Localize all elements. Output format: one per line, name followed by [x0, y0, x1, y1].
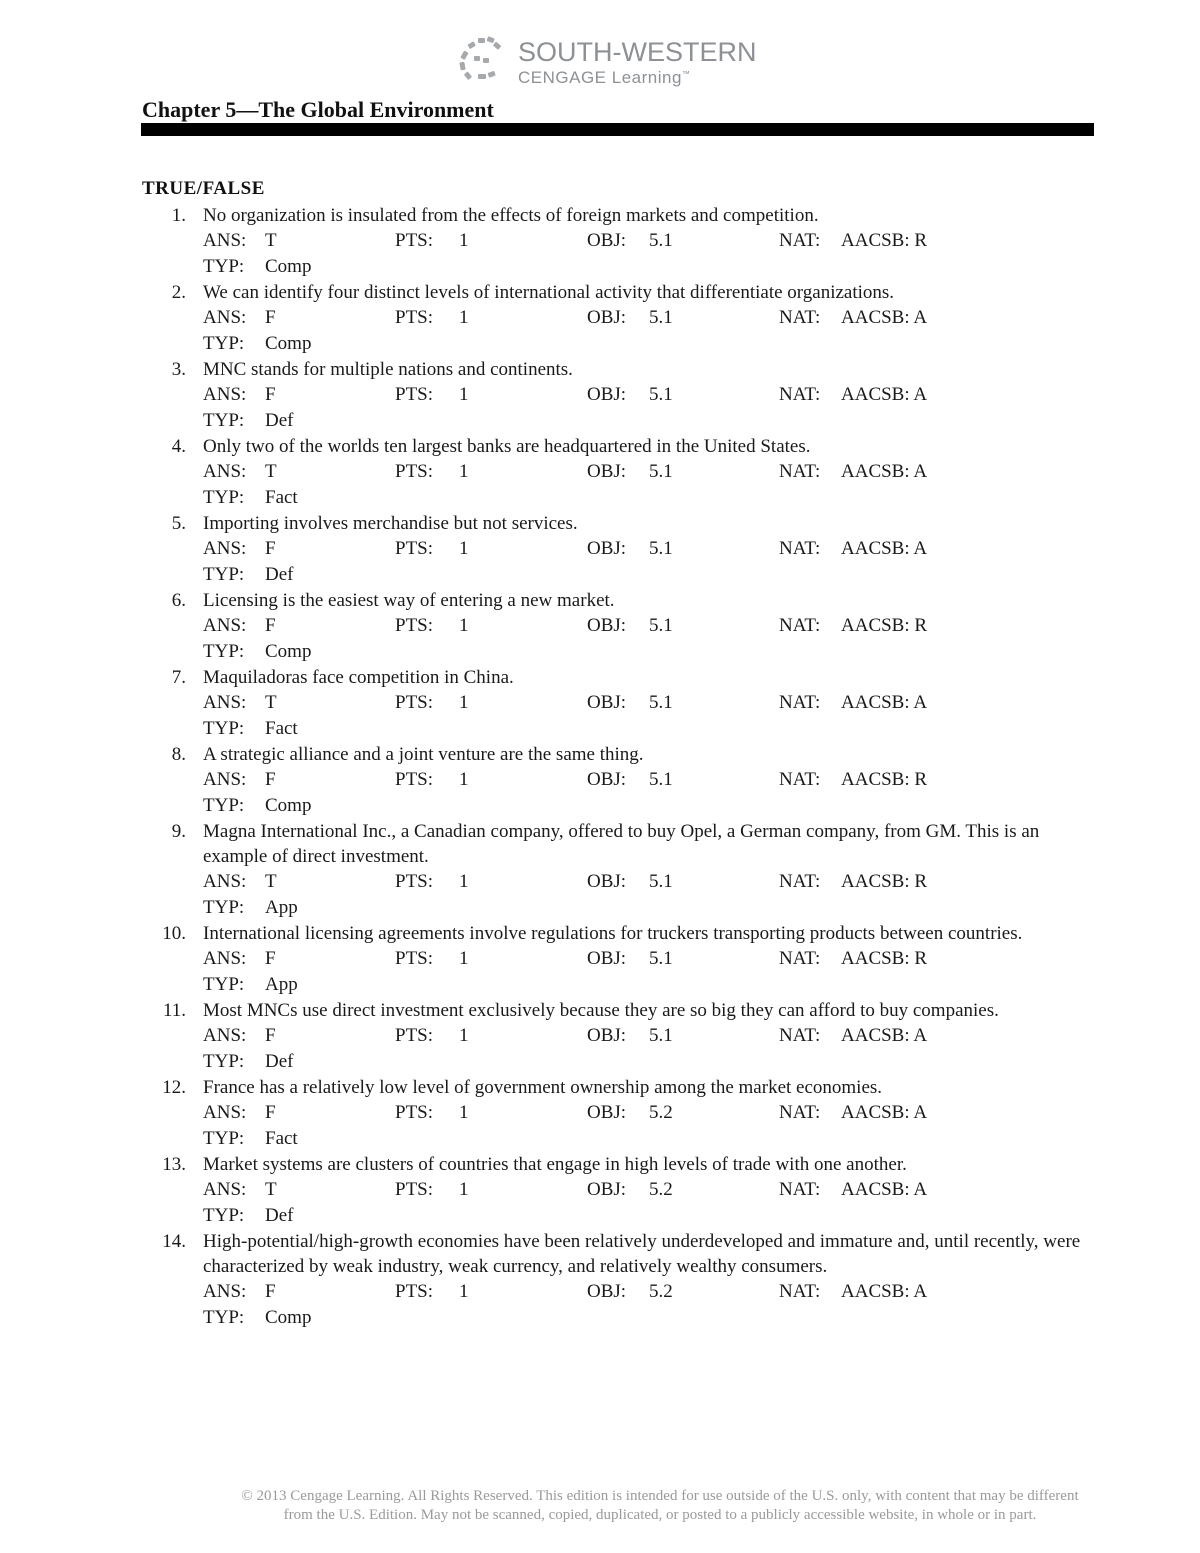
type-value: Comp — [265, 256, 312, 277]
points-label: PTS: — [395, 769, 434, 790]
type-meta-row — [203, 254, 1102, 280]
type-field — [203, 1203, 294, 1229]
points-value: 1 — [459, 230, 469, 251]
type-label: TYP: — [203, 897, 245, 918]
question-item — [142, 1229, 1102, 1331]
points-value: 1 — [459, 461, 469, 482]
type-label: TYP: — [203, 1051, 245, 1072]
type-meta-row — [203, 1203, 1102, 1229]
objective-value: 5.1 — [649, 769, 673, 790]
points-field — [395, 1023, 469, 1049]
type-value: Fact — [265, 487, 298, 508]
national-standard-field — [779, 690, 928, 716]
answer-field — [203, 459, 277, 485]
answer-label: ANS: — [203, 307, 247, 328]
question-number: 11. — [162, 1000, 186, 1021]
logo-top-text: SOUTH-WESTERN — [518, 37, 757, 67]
type-label: TYP: — [203, 256, 245, 277]
objective-value: 5.1 — [649, 871, 673, 892]
type-field — [203, 331, 312, 357]
question-list — [142, 203, 1102, 1331]
objective-value: 5.1 — [649, 615, 673, 636]
type-value: Comp — [265, 333, 312, 354]
type-value: App — [265, 974, 298, 995]
national-standard-label: NAT: — [779, 948, 821, 969]
type-value: Def — [265, 410, 294, 431]
points-label: PTS: — [395, 1179, 434, 1200]
national-standard-label: NAT: — [779, 384, 821, 405]
answer-meta-row — [203, 305, 1102, 331]
type-meta-row — [203, 1049, 1102, 1075]
points-field — [395, 946, 469, 972]
answer-field — [203, 1100, 276, 1126]
objective-value: 5.1 — [649, 948, 673, 969]
points-label: PTS: — [395, 538, 434, 559]
type-field — [203, 1126, 298, 1152]
question-text: Most MNCs use direct investment exclusively because they are so big they can afford to buy companies. — [203, 1000, 999, 1021]
objective-value: 5.1 — [649, 230, 673, 251]
answer-field — [203, 1023, 276, 1049]
points-field — [395, 613, 469, 639]
type-field — [203, 716, 298, 742]
national-standard-label: NAT: — [779, 230, 821, 251]
question-item — [142, 511, 1102, 588]
points-label: PTS: — [395, 1102, 434, 1123]
national-standard-field — [779, 1177, 928, 1203]
question-text: France has a relatively low level of government ownership among the market economies. — [203, 1077, 883, 1098]
type-meta-row — [203, 331, 1102, 357]
national-standard-label: NAT: — [779, 871, 821, 892]
answer-field — [203, 613, 276, 639]
points-field — [395, 536, 469, 562]
question-item — [142, 665, 1102, 742]
question-number: 10. — [162, 923, 186, 944]
question-text: Importing involves merchandise but not services. — [203, 513, 578, 534]
type-field — [203, 895, 298, 921]
type-meta-row — [203, 793, 1102, 819]
answer-field — [203, 767, 276, 793]
type-field — [203, 1305, 312, 1331]
logo-bottom-label: CENGAGE Learning — [518, 68, 682, 87]
objective-label: OBJ: — [587, 1025, 627, 1046]
publisher-logo — [456, 36, 756, 92]
question-number: 13. — [162, 1154, 186, 1175]
objective-value: 5.1 — [649, 307, 673, 328]
question-text: No organization is insulated from the effects of foreign markets and competition. — [203, 205, 819, 226]
type-value: Def — [265, 1205, 294, 1226]
national-standard-field — [779, 305, 928, 331]
question-item — [142, 998, 1102, 1075]
type-field — [203, 562, 294, 588]
points-value: 1 — [459, 538, 469, 559]
national-standard-label: NAT: — [779, 692, 821, 713]
type-value: Def — [265, 1051, 294, 1072]
points-label: PTS: — [395, 948, 434, 969]
question-number: 2. — [171, 282, 186, 303]
title-divider — [141, 123, 1094, 136]
answer-value: F — [265, 615, 276, 636]
points-field — [395, 305, 469, 331]
type-label: TYP: — [203, 487, 245, 508]
type-meta-row — [203, 639, 1102, 665]
objective-label: OBJ: — [587, 1102, 627, 1123]
points-label: PTS: — [395, 1281, 434, 1302]
national-standard-value: AACSB: R — [841, 769, 928, 790]
objective-label: OBJ: — [587, 615, 627, 636]
answer-label: ANS: — [203, 461, 247, 482]
type-label: TYP: — [203, 795, 245, 816]
type-value: App — [265, 897, 298, 918]
national-standard-value: AACSB: R — [841, 615, 928, 636]
question-item — [142, 357, 1102, 434]
question-text: Licensing is the easiest way of entering a new market. — [203, 590, 615, 611]
type-label: TYP: — [203, 1205, 245, 1226]
national-standard-label: NAT: — [779, 769, 821, 790]
question-item — [142, 280, 1102, 357]
national-standard-label: NAT: — [779, 307, 821, 328]
answer-meta-row — [203, 1023, 1102, 1049]
type-field — [203, 408, 294, 434]
points-field — [395, 459, 469, 485]
national-standard-label: NAT: — [779, 538, 821, 559]
points-label: PTS: — [395, 692, 434, 713]
question-item — [142, 1075, 1102, 1152]
objective-value: 5.1 — [649, 384, 673, 405]
answer-meta-row — [203, 946, 1102, 972]
type-value: Fact — [265, 718, 298, 739]
type-meta-row — [203, 1305, 1102, 1331]
national-standard-label: NAT: — [779, 1281, 821, 1302]
national-standard-field — [779, 1100, 928, 1126]
answer-meta-row — [203, 1177, 1102, 1203]
type-label: TYP: — [203, 333, 245, 354]
type-meta-row — [203, 562, 1102, 588]
answer-label: ANS: — [203, 948, 247, 969]
type-label: TYP: — [203, 564, 245, 585]
answer-label: ANS: — [203, 871, 247, 892]
answer-label: ANS: — [203, 692, 247, 713]
question-number: 1. — [171, 205, 186, 226]
points-label: PTS: — [395, 615, 434, 636]
objective-value: 5.1 — [649, 538, 673, 559]
national-standard-value: AACSB: A — [841, 1025, 928, 1046]
answer-label: ANS: — [203, 769, 247, 790]
answer-meta-row — [203, 1100, 1102, 1126]
type-field — [203, 485, 298, 511]
question-text: We can identify four distinct levels of international activity that differentiate organizations. — [203, 282, 895, 303]
objective-label: OBJ: — [587, 384, 627, 405]
question-number: 12. — [162, 1077, 186, 1098]
question-item — [142, 203, 1102, 280]
question-item — [142, 434, 1102, 511]
points-value: 1 — [459, 769, 469, 790]
national-standard-field — [779, 613, 928, 639]
answer-meta-row — [203, 767, 1102, 793]
objective-value: 5.1 — [649, 692, 673, 713]
answer-meta-row — [203, 228, 1102, 254]
national-standard-value: AACSB: A — [841, 384, 928, 405]
points-value: 1 — [459, 1281, 469, 1302]
answer-value: F — [265, 1025, 276, 1046]
answer-meta-row — [203, 536, 1102, 562]
national-standard-field — [779, 869, 928, 895]
objective-field — [587, 459, 673, 485]
objective-label: OBJ: — [587, 1281, 627, 1302]
answer-value: F — [265, 1281, 276, 1302]
chapter-title: Chapter 5—The Global Environment — [142, 97, 494, 122]
objective-field — [587, 1177, 673, 1203]
type-value: Comp — [265, 1307, 312, 1328]
question-text: International licensing agreements involve regulations for truckers transporting products between countries. — [203, 923, 1023, 944]
national-standard-label: NAT: — [779, 1179, 821, 1200]
objective-field — [587, 690, 673, 716]
objective-label: OBJ: — [587, 692, 627, 713]
points-field — [395, 382, 469, 408]
objective-field — [587, 1100, 673, 1126]
question-number: 9. — [171, 821, 186, 842]
question-number: 6. — [171, 590, 186, 611]
objective-label: OBJ: — [587, 1179, 627, 1200]
footer-line-1: © 2013 Cengage Learning. All Rights Reserved. This edition is intended for use outside of the U.S. only, with content that may be different — [241, 1488, 1079, 1504]
footer-line-2: from the U.S. Edition. May not be scanned, copied, duplicated, or posted to a publicly accessible website, in whole or in part. — [283, 1507, 1037, 1523]
answer-field — [203, 1279, 276, 1305]
objective-field — [587, 382, 673, 408]
answer-meta-row — [203, 869, 1102, 895]
type-field — [203, 972, 298, 998]
answer-meta-row — [203, 1279, 1102, 1305]
national-standard-field — [779, 767, 928, 793]
question-text: A strategic alliance and a joint venture are the same thing. — [203, 744, 644, 765]
type-field — [203, 793, 312, 819]
national-standard-value: AACSB: R — [841, 230, 928, 251]
objective-value: 5.2 — [649, 1102, 673, 1123]
answer-label: ANS: — [203, 1281, 247, 1302]
trademark-symbol: ™ — [681, 69, 691, 79]
national-standard-label: NAT: — [779, 461, 821, 482]
objective-label: OBJ: — [587, 538, 627, 559]
objective-value: 5.1 — [649, 1025, 673, 1046]
type-meta-row — [203, 408, 1102, 434]
objective-field — [587, 869, 673, 895]
question-text: Maquiladoras face competition in China. — [203, 667, 514, 688]
points-label: PTS: — [395, 384, 434, 405]
objective-field — [587, 1279, 673, 1305]
answer-meta-row — [203, 613, 1102, 639]
points-value: 1 — [459, 692, 469, 713]
answer-value: T — [265, 871, 277, 892]
points-field — [395, 767, 469, 793]
points-field — [395, 228, 469, 254]
national-standard-field — [779, 459, 928, 485]
answer-value: F — [265, 538, 276, 559]
type-field — [203, 254, 312, 280]
question-number: 4. — [171, 436, 186, 457]
national-standard-value: AACSB: A — [841, 307, 928, 328]
question-number: 3. — [171, 359, 186, 380]
answer-value: F — [265, 307, 276, 328]
answer-meta-row — [203, 382, 1102, 408]
question-number: 7. — [171, 667, 186, 688]
points-value: 1 — [459, 615, 469, 636]
answer-label: ANS: — [203, 1025, 247, 1046]
question-text: Market systems are clusters of countries that engage in high levels of trade with one another. — [203, 1154, 907, 1175]
answer-value: T — [265, 461, 277, 482]
question-item — [142, 921, 1102, 998]
answer-label: ANS: — [203, 1179, 247, 1200]
answer-field — [203, 946, 276, 972]
points-label: PTS: — [395, 871, 434, 892]
objective-label: OBJ: — [587, 871, 627, 892]
answer-field — [203, 1177, 277, 1203]
question-text: Only two of the worlds ten largest banks are headquartered in the United States. — [203, 436, 811, 457]
type-label: TYP: — [203, 641, 245, 662]
objective-value: 5.1 — [649, 461, 673, 482]
objective-field — [587, 536, 673, 562]
answer-label: ANS: — [203, 384, 247, 405]
type-value: Comp — [265, 641, 312, 662]
objective-field — [587, 305, 673, 331]
points-label: PTS: — [395, 461, 434, 482]
answer-field — [203, 690, 277, 716]
type-meta-row — [203, 972, 1102, 998]
points-value: 1 — [459, 384, 469, 405]
answer-field — [203, 382, 276, 408]
national-standard-field — [779, 228, 928, 254]
answer-meta-row — [203, 459, 1102, 485]
question-text: High-potential/high-growth economies have been relatively underdeveloped and immature and, until recently, were characterized by weak industry, weak currency, and relatively wealthy consumers. — [203, 1231, 1081, 1277]
question-text: Magna International Inc., a Canadian company, offered to buy Opel, a German company, from GM. This is an example of direct investment. — [203, 821, 1040, 867]
answer-value: F — [265, 1102, 276, 1123]
national-standard-value: AACSB: R — [841, 871, 928, 892]
copyright-footer — [160, 1487, 1160, 1525]
question-item — [142, 1152, 1102, 1229]
type-meta-row — [203, 895, 1102, 921]
question-text: MNC stands for multiple nations and continents. — [203, 359, 573, 380]
points-value: 1 — [459, 948, 469, 969]
objective-value: 5.2 — [649, 1281, 673, 1302]
logo-bottom-text — [518, 68, 690, 88]
answer-label: ANS: — [203, 230, 247, 251]
objective-field — [587, 767, 673, 793]
answer-field — [203, 228, 277, 254]
answer-label: ANS: — [203, 1102, 247, 1123]
points-field — [395, 1100, 469, 1126]
answer-label: ANS: — [203, 615, 247, 636]
type-value: Def — [265, 564, 294, 585]
national-standard-value: AACSB: A — [841, 1281, 928, 1302]
type-meta-row — [203, 716, 1102, 742]
question-number: 8. — [171, 744, 186, 765]
national-standard-label: NAT: — [779, 615, 821, 636]
answer-label: ANS: — [203, 538, 247, 559]
type-meta-row — [203, 1126, 1102, 1152]
answer-value: T — [265, 692, 277, 713]
type-meta-row — [203, 485, 1102, 511]
objective-label: OBJ: — [587, 307, 627, 328]
national-standard-field — [779, 946, 928, 972]
national-standard-field — [779, 536, 928, 562]
national-standard-value: AACSB: R — [841, 948, 928, 969]
type-label: TYP: — [203, 718, 245, 739]
national-standard-value: AACSB: A — [841, 538, 928, 559]
type-label: TYP: — [203, 410, 245, 431]
national-standard-field — [779, 382, 928, 408]
points-value: 1 — [459, 1179, 469, 1200]
objective-field — [587, 228, 673, 254]
answer-value: T — [265, 230, 277, 251]
type-label: TYP: — [203, 1128, 245, 1149]
answer-value: T — [265, 1179, 277, 1200]
type-value: Comp — [265, 795, 312, 816]
national-standard-field — [779, 1023, 928, 1049]
answer-value: F — [265, 384, 276, 405]
type-label: TYP: — [203, 974, 245, 995]
national-standard-value: AACSB: A — [841, 1179, 928, 1200]
national-standard-value: AACSB: A — [841, 1102, 928, 1123]
question-item — [142, 588, 1102, 665]
cengage-logo-icon — [456, 36, 512, 86]
national-standard-label: NAT: — [779, 1102, 821, 1123]
question-number: 5. — [171, 513, 186, 534]
points-label: PTS: — [395, 307, 434, 328]
objective-label: OBJ: — [587, 461, 627, 482]
objective-field — [587, 613, 673, 639]
question-number: 14. — [162, 1231, 186, 1252]
points-value: 1 — [459, 1102, 469, 1123]
answer-value: F — [265, 769, 276, 790]
points-label: PTS: — [395, 1025, 434, 1046]
answer-field — [203, 536, 276, 562]
points-value: 1 — [459, 307, 469, 328]
question-item — [142, 819, 1102, 921]
national-standard-field — [779, 1279, 928, 1305]
section-heading: TRUE/FALSE — [142, 178, 265, 199]
type-label: TYP: — [203, 1307, 245, 1328]
type-value: Fact — [265, 1128, 298, 1149]
type-field — [203, 1049, 294, 1075]
answer-field — [203, 869, 277, 895]
objective-label: OBJ: — [587, 948, 627, 969]
points-field — [395, 690, 469, 716]
points-field — [395, 1279, 469, 1305]
objective-value: 5.2 — [649, 1179, 673, 1200]
question-item — [142, 742, 1102, 819]
points-field — [395, 1177, 469, 1203]
national-standard-value: AACSB: A — [841, 692, 928, 713]
type-field — [203, 639, 312, 665]
answer-field — [203, 305, 276, 331]
objective-label: OBJ: — [587, 230, 627, 251]
points-value: 1 — [459, 1025, 469, 1046]
points-field — [395, 869, 469, 895]
points-label: PTS: — [395, 230, 434, 251]
national-standard-value: AACSB: A — [841, 461, 928, 482]
objective-label: OBJ: — [587, 769, 627, 790]
answer-value: F — [265, 948, 276, 969]
objective-field — [587, 1023, 673, 1049]
points-value: 1 — [459, 871, 469, 892]
answer-meta-row — [203, 690, 1102, 716]
national-standard-label: NAT: — [779, 1025, 821, 1046]
objective-field — [587, 946, 673, 972]
